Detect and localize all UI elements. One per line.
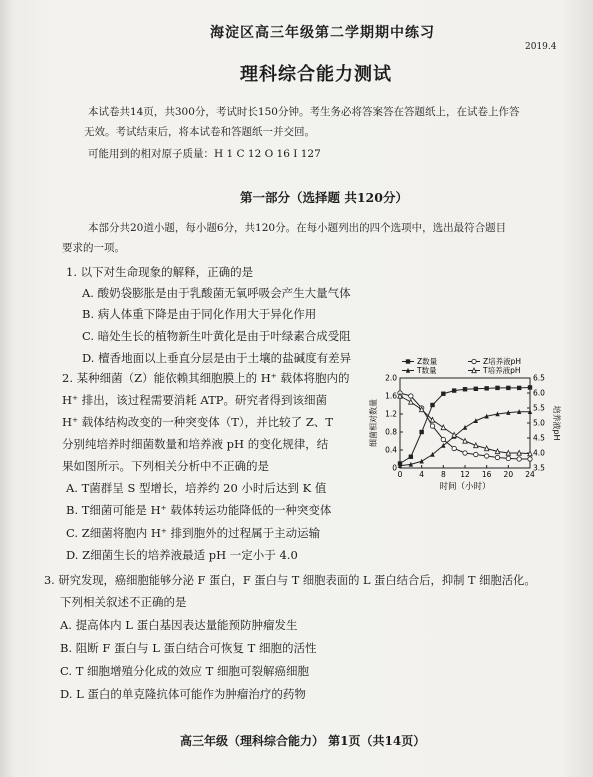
data-point-t-ph <box>484 446 488 451</box>
y-right-tick-label: 5.0 <box>533 418 545 428</box>
data-point-z-count <box>463 387 467 391</box>
q1-option-d: D. 檀香地面以上垂直分层是由于土壤的盐碱度有差异 <box>82 351 352 365</box>
data-point-t-ph <box>474 443 478 448</box>
data-point-z-count <box>517 386 521 390</box>
y-right-tick-label: 6.5 <box>533 373 545 383</box>
data-point-z-count <box>452 388 456 392</box>
q1-stem: 1. 以下对生命现象的解释，正确的是 <box>66 265 254 279</box>
data-point-t-ph <box>441 425 445 430</box>
q2-line-5: 果如图所示。下列相关分析中不正确的是 <box>62 459 269 473</box>
data-point-z-ph <box>430 424 434 428</box>
q2-line-2: H⁺ 排出，该过程需要消耗 ATP。研究者得到该细菌 <box>62 393 327 407</box>
data-point-z-ph <box>484 454 488 458</box>
data-point-z-count <box>495 386 499 390</box>
data-point-t-count <box>463 425 467 430</box>
y-left-tick-label: 1.6 <box>385 391 397 401</box>
data-point-z-ph <box>495 455 499 459</box>
data-point-z-ph <box>463 451 467 455</box>
data-point-z-count <box>484 386 488 390</box>
x-tick-label: 24 <box>525 470 535 479</box>
legend-label: Z数量 <box>417 357 438 366</box>
data-point-z-ph <box>506 456 510 460</box>
data-point-z-count <box>506 386 510 390</box>
data-point-t-ph <box>452 432 456 437</box>
exam-subtitle: 理科综合能力测试 <box>240 64 392 85</box>
intro-line-2: 无效。考试结束后，将本试卷和答题纸一并交回。 <box>84 126 315 138</box>
data-point-z-ph <box>472 359 476 363</box>
page-footer: 高三年级（理科综合能力） 第1页（共14页） <box>180 734 426 748</box>
q2-option-d: D. Z细菌生长的培养液最适 pH 一定小于 4.0 <box>66 548 298 562</box>
y-right-axis-label: 培养液pH <box>552 405 561 441</box>
data-point-z-ph <box>528 457 532 461</box>
q3-option-b: B. 阻断 F 蛋白与 L 蛋白结合可恢复 T 细胞的活性 <box>60 641 317 655</box>
x-tick-label: 12 <box>460 470 470 479</box>
data-point-z-ph <box>474 452 478 456</box>
y-right-tick-label: 5.5 <box>533 403 545 413</box>
data-point-z-count <box>419 430 423 434</box>
q3-option-c: C. T 细胞增殖分化成的效应 T 细胞可裂解癌细胞 <box>60 664 310 678</box>
q1-option-c: C. 暗处生长的植物新生叶黄化是由于叶绿素合成受阻 <box>82 329 351 343</box>
intro-line-1: 本试卷共14页，共300分，考试时长150分钟。考生务必将答案答在答题纸上，在试卷上作答 <box>88 106 520 118</box>
data-point-t-ph <box>463 438 467 443</box>
section-title: 第一部分（选择题 共120分） <box>240 190 408 205</box>
section-desc-1: 本部分共20道小题，每小题6分，共120分。在每小题列出的四个选项中，选出最符合题目 <box>88 222 507 234</box>
data-point-t-ph <box>495 449 499 454</box>
y-right-tick-label: 3.5 <box>533 463 545 473</box>
data-point-z-count <box>409 455 413 459</box>
y-left-tick-label: 0 <box>392 463 397 473</box>
q1-option-a: A. 酸奶袋膨胀是由于乳酸菌无氧呼吸会产生大量气体 <box>82 286 351 300</box>
exam-title: 海淀区高三年级第二学期期中练习 <box>210 25 435 41</box>
exam-date: 2019.4 <box>525 42 557 52</box>
q2-line-4: 分别纯培养时细菌数量和培养液 pH 的变化规律，结 <box>62 437 329 451</box>
y-left-axis-label: 细菌相对数量 <box>369 399 378 447</box>
bacteria-ph-chart <box>352 356 588 496</box>
data-point-z-count <box>528 385 532 389</box>
x-tick-label: 4 <box>419 470 425 479</box>
data-point-z-ph <box>452 446 456 450</box>
legend-label: T数量 <box>417 366 437 375</box>
y-left-tick-label: 0.4 <box>385 445 397 455</box>
y-right-tick-label: 4.5 <box>533 433 545 443</box>
q2-option-b: B. T细菌可能是 H⁺ 载体转运功能降低的一种突变体 <box>66 503 332 517</box>
data-point-z-count <box>441 392 445 396</box>
y-left-tick-label: 1.2 <box>385 409 397 419</box>
x-axis-label: 时间（小时） <box>439 482 491 492</box>
data-point-t-ph <box>409 399 413 404</box>
q3-option-d: D. L 蛋白的单克隆抗体可能作为肿瘤治疗的药物 <box>60 687 306 701</box>
data-point-z-count <box>430 403 434 407</box>
x-tick-label: 8 <box>440 470 446 479</box>
section-desc-2: 要求的一项。 <box>62 242 125 254</box>
data-point-t-ph <box>506 450 510 455</box>
atomic-mass-line: 可能用到的相对原子质量：H 1 C 12 O 16 I 127 <box>88 148 321 160</box>
q3-line-2: 下列相关叙述不正确的是 <box>60 595 187 609</box>
q3-option-a: A. 提高体内 L 蛋白基因表达量能预防肿瘤发生 <box>60 618 298 632</box>
series-line-t-ph <box>400 396 530 454</box>
data-point-t-count <box>419 459 423 464</box>
y-left-tick-label: 2.0 <box>385 373 397 383</box>
data-point-z-count <box>474 387 478 391</box>
q2-line-1: 2. 某种细菌（Z）能依赖其细胞膜上的 H⁺ 载体将胞内的 <box>62 371 350 385</box>
data-point-z-ph <box>517 457 521 461</box>
x-tick-label: 20 <box>503 470 514 479</box>
y-right-tick-label: 6.0 <box>533 388 545 398</box>
x-tick-label: 16 <box>481 470 492 479</box>
y-right-tick-label: 4.0 <box>533 448 545 458</box>
q3-line-1: 3. 研究发现，癌细胞能够分泌 F 蛋白，F 蛋白与 T 细胞表面的 L 蛋白结合后，抑制 T 细胞活化。 <box>44 574 536 587</box>
q1-option-b: B. 病人体重下降是由于同化作用大于异化作用 <box>82 307 317 321</box>
data-point-t-ph <box>517 450 521 455</box>
x-tick-label: 0 <box>397 470 403 479</box>
legend-label: Z培养液pH <box>483 357 522 366</box>
data-point-z-ph <box>409 394 413 398</box>
q2-line-3: H⁺ 载体结构改变的一种突变体（T），并比较了 Z、T <box>62 415 333 429</box>
y-left-tick-label: 0.8 <box>385 427 397 437</box>
data-point-z-count <box>406 359 410 363</box>
legend-label: T培养液pH <box>483 366 521 375</box>
q2-option-c: C. Z细菌将胞内 H⁺ 排到胞外的过程属于主动运输 <box>66 526 321 540</box>
data-point-z-ph <box>441 437 445 441</box>
q2-option-a: A. T菌群呈 S 型增长，培养约 20 小时后达到 K 值 <box>66 481 327 495</box>
